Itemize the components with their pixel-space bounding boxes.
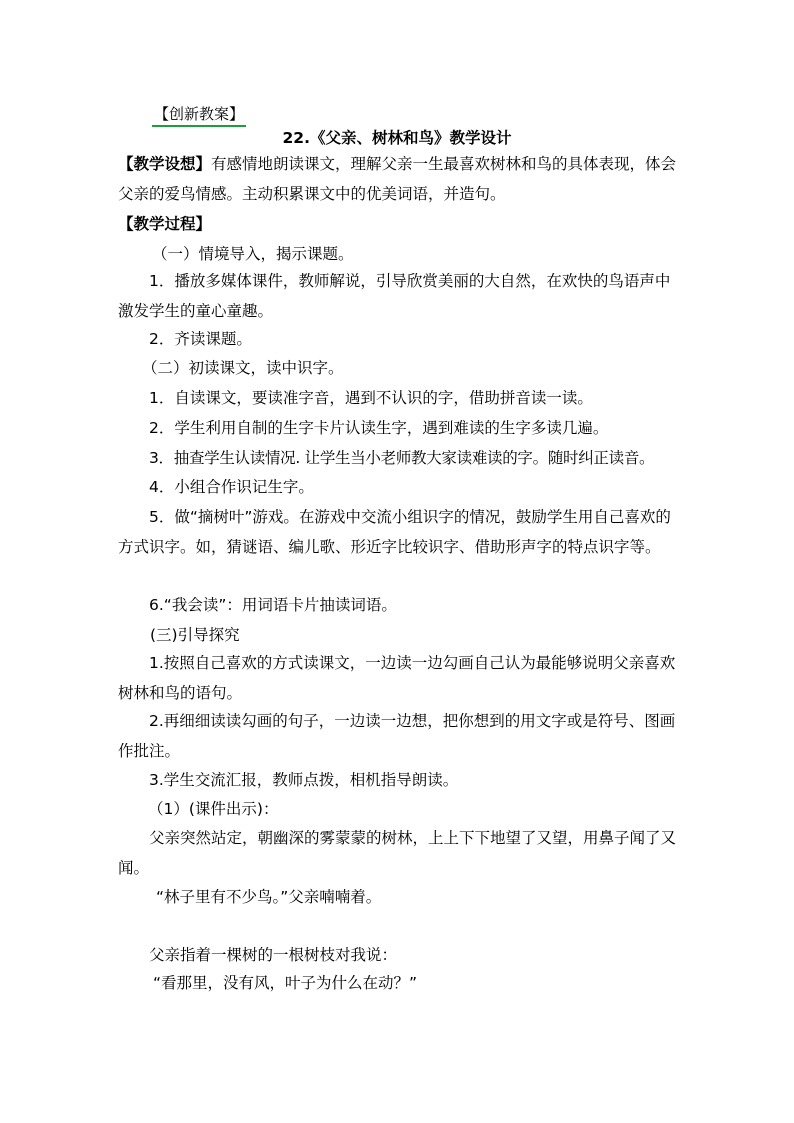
innovation-tag: 【创新教案】	[152, 104, 246, 127]
section-2-item-1: 1．自读课文，要读准字音，遇到不认识的字，借助拼音读一读。	[149, 389, 593, 407]
section-2-item-2: 2．学生利用自制的生字卡片认读生字，遇到难读的生字多读几遍。	[149, 419, 609, 437]
quote-paragraph-1: 父亲突然站定，朝幽深的雾蒙蒙的树林，上上下下地望了又望，用鼻子闻了又闻。	[118, 829, 677, 877]
teaching-concept-text: 有感情地朗读课文，理解父亲一生最喜欢树林和鸟的具体表现，体会父亲的爱鸟情感。主动积累课文中的优美词语，并造句。	[118, 155, 677, 203]
section-2-item-5: 5．做“摘树叶”游戏。在游戏中交流小组识字的情况，鼓励学生用自己喜欢的方式识字。如，猜谜语、编儿歌、形近字比较识字、借助形声字的特点识字等。	[118, 508, 671, 556]
section-3-item-3: 3.学生交流汇报，教师点拨，相机指导朗读。	[149, 771, 459, 789]
section-1-item-2: 2．齐读课题。	[149, 330, 252, 348]
teaching-concept	[118, 149, 680, 209]
section-2-item-4: 4．小组合作识记生字。	[149, 478, 314, 496]
section-2-heading: （二）初读课文，读中识字。	[142, 359, 344, 377]
section-3-heading: (三)引导探究	[150, 626, 240, 644]
quote-paragraph-4: “看那里，没有风，叶子为什么在动？”	[153, 974, 418, 992]
section-2-item-3: 3．抽查学生认读情况. 让学生当小老师教大家读难读的字。随时纠正读音。	[149, 449, 655, 467]
section-3-item-2: 2.再细细读读勾画的句子，一边读一边想，把你想到的用文字或是符号、图画作批注。	[118, 712, 676, 760]
section-1-heading: （一）情境导入，揭示课题。	[152, 245, 354, 263]
section-1-item-1: 1．播放多媒体课件，教师解说，引导欣赏美丽的大自然，在欢快的鸟语声中激发学生的童心童趣。	[118, 272, 671, 320]
section-2-item-6: 6.“我会读”：用词语卡片抽读词语。	[149, 596, 397, 614]
section-3-item-1: 1.按照自己喜欢的方式读课文，一边读一边勾画自己认为最能够说明父亲喜欢树林和鸟的语句。	[118, 654, 676, 702]
teaching-concept-label: 【教学设想】	[118, 155, 212, 173]
section-3-subitem-1: （1）(课件出示)：	[148, 800, 279, 818]
document-title: 22.《父亲、树林和鸟》教学设计	[282, 129, 512, 147]
quote-paragraph-3: 父亲指着一棵树的一根树枝对我说：	[149, 946, 398, 964]
process-heading: 【教学过程】	[118, 215, 212, 233]
quote-paragraph-2: “林子里有不少鸟。”父亲喃喃着。	[156, 888, 382, 906]
